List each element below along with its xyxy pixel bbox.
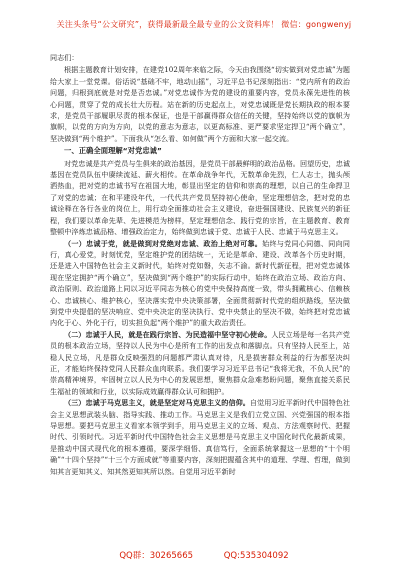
point-1-paragraph (50, 238, 350, 329)
point-3-body: 自觉用习近平新时代中国特色社会主义思想武装头脑、指导实践、推动工作。马克思主义是我们立党立国、兴党强国的根本指导思想。要把马克思主义看家本领学到手，用马克思主义的立场、观点、方法观察时代、把握时代、引领时代。习近平新时代中国特色社会主义思想是马克思主义中国化时代化最新成果，是推动中国式现代化的根本遵循，要深学细悟、真信笃行，全面系统掌握这一思想的“十个明确”“十四个坚持”“十三个方面成就”等重要内容，深刻把握蕴含其中的道理、学理、哲理，做到知其言更知其义、知其然更知其所以然。自觉用习近平新时 (50, 398, 350, 476)
point-1-heading: （一）忠诚于党，就是做到对党绝对忠诚、政治上绝对可靠。 (64, 238, 263, 248)
top-promo-banner (0, 12, 408, 31)
point-2-heading: （二）忠诚于人民，就是在践行宗旨、为民造福中坚守初心使命。 (64, 329, 272, 339)
section-1-heading: 一、正确全面理解“对党忠诚” (64, 146, 162, 156)
intro-paragraph: 根据主题教育计划安排，在建党102周年来临之际，今天由我围绕“切实做到对党忠诚”为题给大家上一堂党课。俗话说“基础不牢，地动山摇”，习近平总书记深刻指出：“党内所有的政治问题，归根到底就是对党是否忠诚。”对党忠诚作为党的建设的重要内容，党员永葆先进性的核心问题，贯穿了党的成长壮大历程。站在新的历史起点上，对党忠诚既是党长期执政的根本要求，是党员干部履职尽责的根本保证，也是干部赢得群众信任的关键，坚持始终以党的旗帜为旗帜，以党的方向为方向，以党的意志为意志，以更高标准、更严要求坚定捍卫“两个确立”，坚决做到“两个维护”。下面我从“怎么看、如何做”两个方面和大家一起交流。 (50, 65, 350, 143)
point-1-body: 始终与党同心同德、同向同行，真心爱党，时刻忧党，坚定维护党的团结统一，无论是革命、建设、改革各个历史时期，还是进入中国特色社会主义新时代，始终对党如磐，矢志不渝。新时代新征程，把对党忠诚体现在坚定拥护“两个确立”，坚决做到“两个维护”的实际行动中，始终在政治立场、政治方向、政治原则、政治道路上同以习近平同志为核心的党中央保持高度一致，带头拥戴核心、信赖核心、忠诚核心、维护核心，坚决落实党中央决策部署，全面贯彻新时代党的组织路线，坚决做到党中央提倡的坚决响应、党中央决定的坚决执行、党中央禁止的坚决不做，始终把对党忠诚内化于心、外化于行，切实担负起“两个维护”的重大政治责任。 (50, 238, 350, 328)
point-3-paragraph (50, 397, 350, 477)
footer-qq-group: QQ群：30265665 (119, 551, 194, 561)
footer-qq: QQ:535304092 (223, 551, 289, 561)
point-2-paragraph (50, 329, 350, 397)
promo-banner-text: 关注头条号“公文研究”，获得最新最全最专业的公文资料库！ 微信：gongwenyj (51, 18, 358, 31)
point-3-heading: （三）忠诚于马克思主义，就是坚定对马克思主义的信仰。 (64, 398, 250, 408)
speech-document (50, 52, 350, 477)
section-1-paragraph: 对党忠诚是共产党员与生俱来的政治基因，是党员干部最鲜明的政治品格。回望历史，忠诚基因在党员队伍中赓续流延、薪火相传。在革命战争年代，无数革命先烈，仁人志士，抛头颅洒热血，把对党的忠诚书写在祖国大地，彰显出坚定的信仰和崇高的理想，以自己的生命捍卫了对党的忠诚；在和平建设年代，一代代共产党员坚持初心使命，坚定理想信念，把对党的忠诚诠释在各行各业的岗位上，用行动全面推动社会主义建设，奋进强国建设、民族复兴的新征程，我们要以革命先辈、先进模范为榜样，坚定理想信念、践行党的宗旨，在主题教育、教育整顿中淬炼忠诚品格、增强政治定力，始终做到忠诚于党、忠诚于人民、忠诚于马克思主义。 (50, 158, 350, 237)
salutation: 同志们： (50, 53, 79, 62)
contact-footer (0, 549, 408, 561)
point-2-body: 人民立场是每一名共产党员的根本政治立场，坚持以人民为中心是所有工作的出发点和落脚点。只有坚持人民至上，站稳人民立场，凡是群众反映强烈的问题都严肃认真对待，凡是损害群众利益的行为都坚决纠正，才能始终保持党同人民群众血肉联系。我们要学习习近平总书记“我将无我，不负人民”的崇高精神境界，牢固树立以人民为中心的发展思想，聚焦群众急难愁盼问题，聚焦直接关系民生福祉的领域和行业，以实际成效赢得群众认可和拥护。 (50, 329, 350, 396)
